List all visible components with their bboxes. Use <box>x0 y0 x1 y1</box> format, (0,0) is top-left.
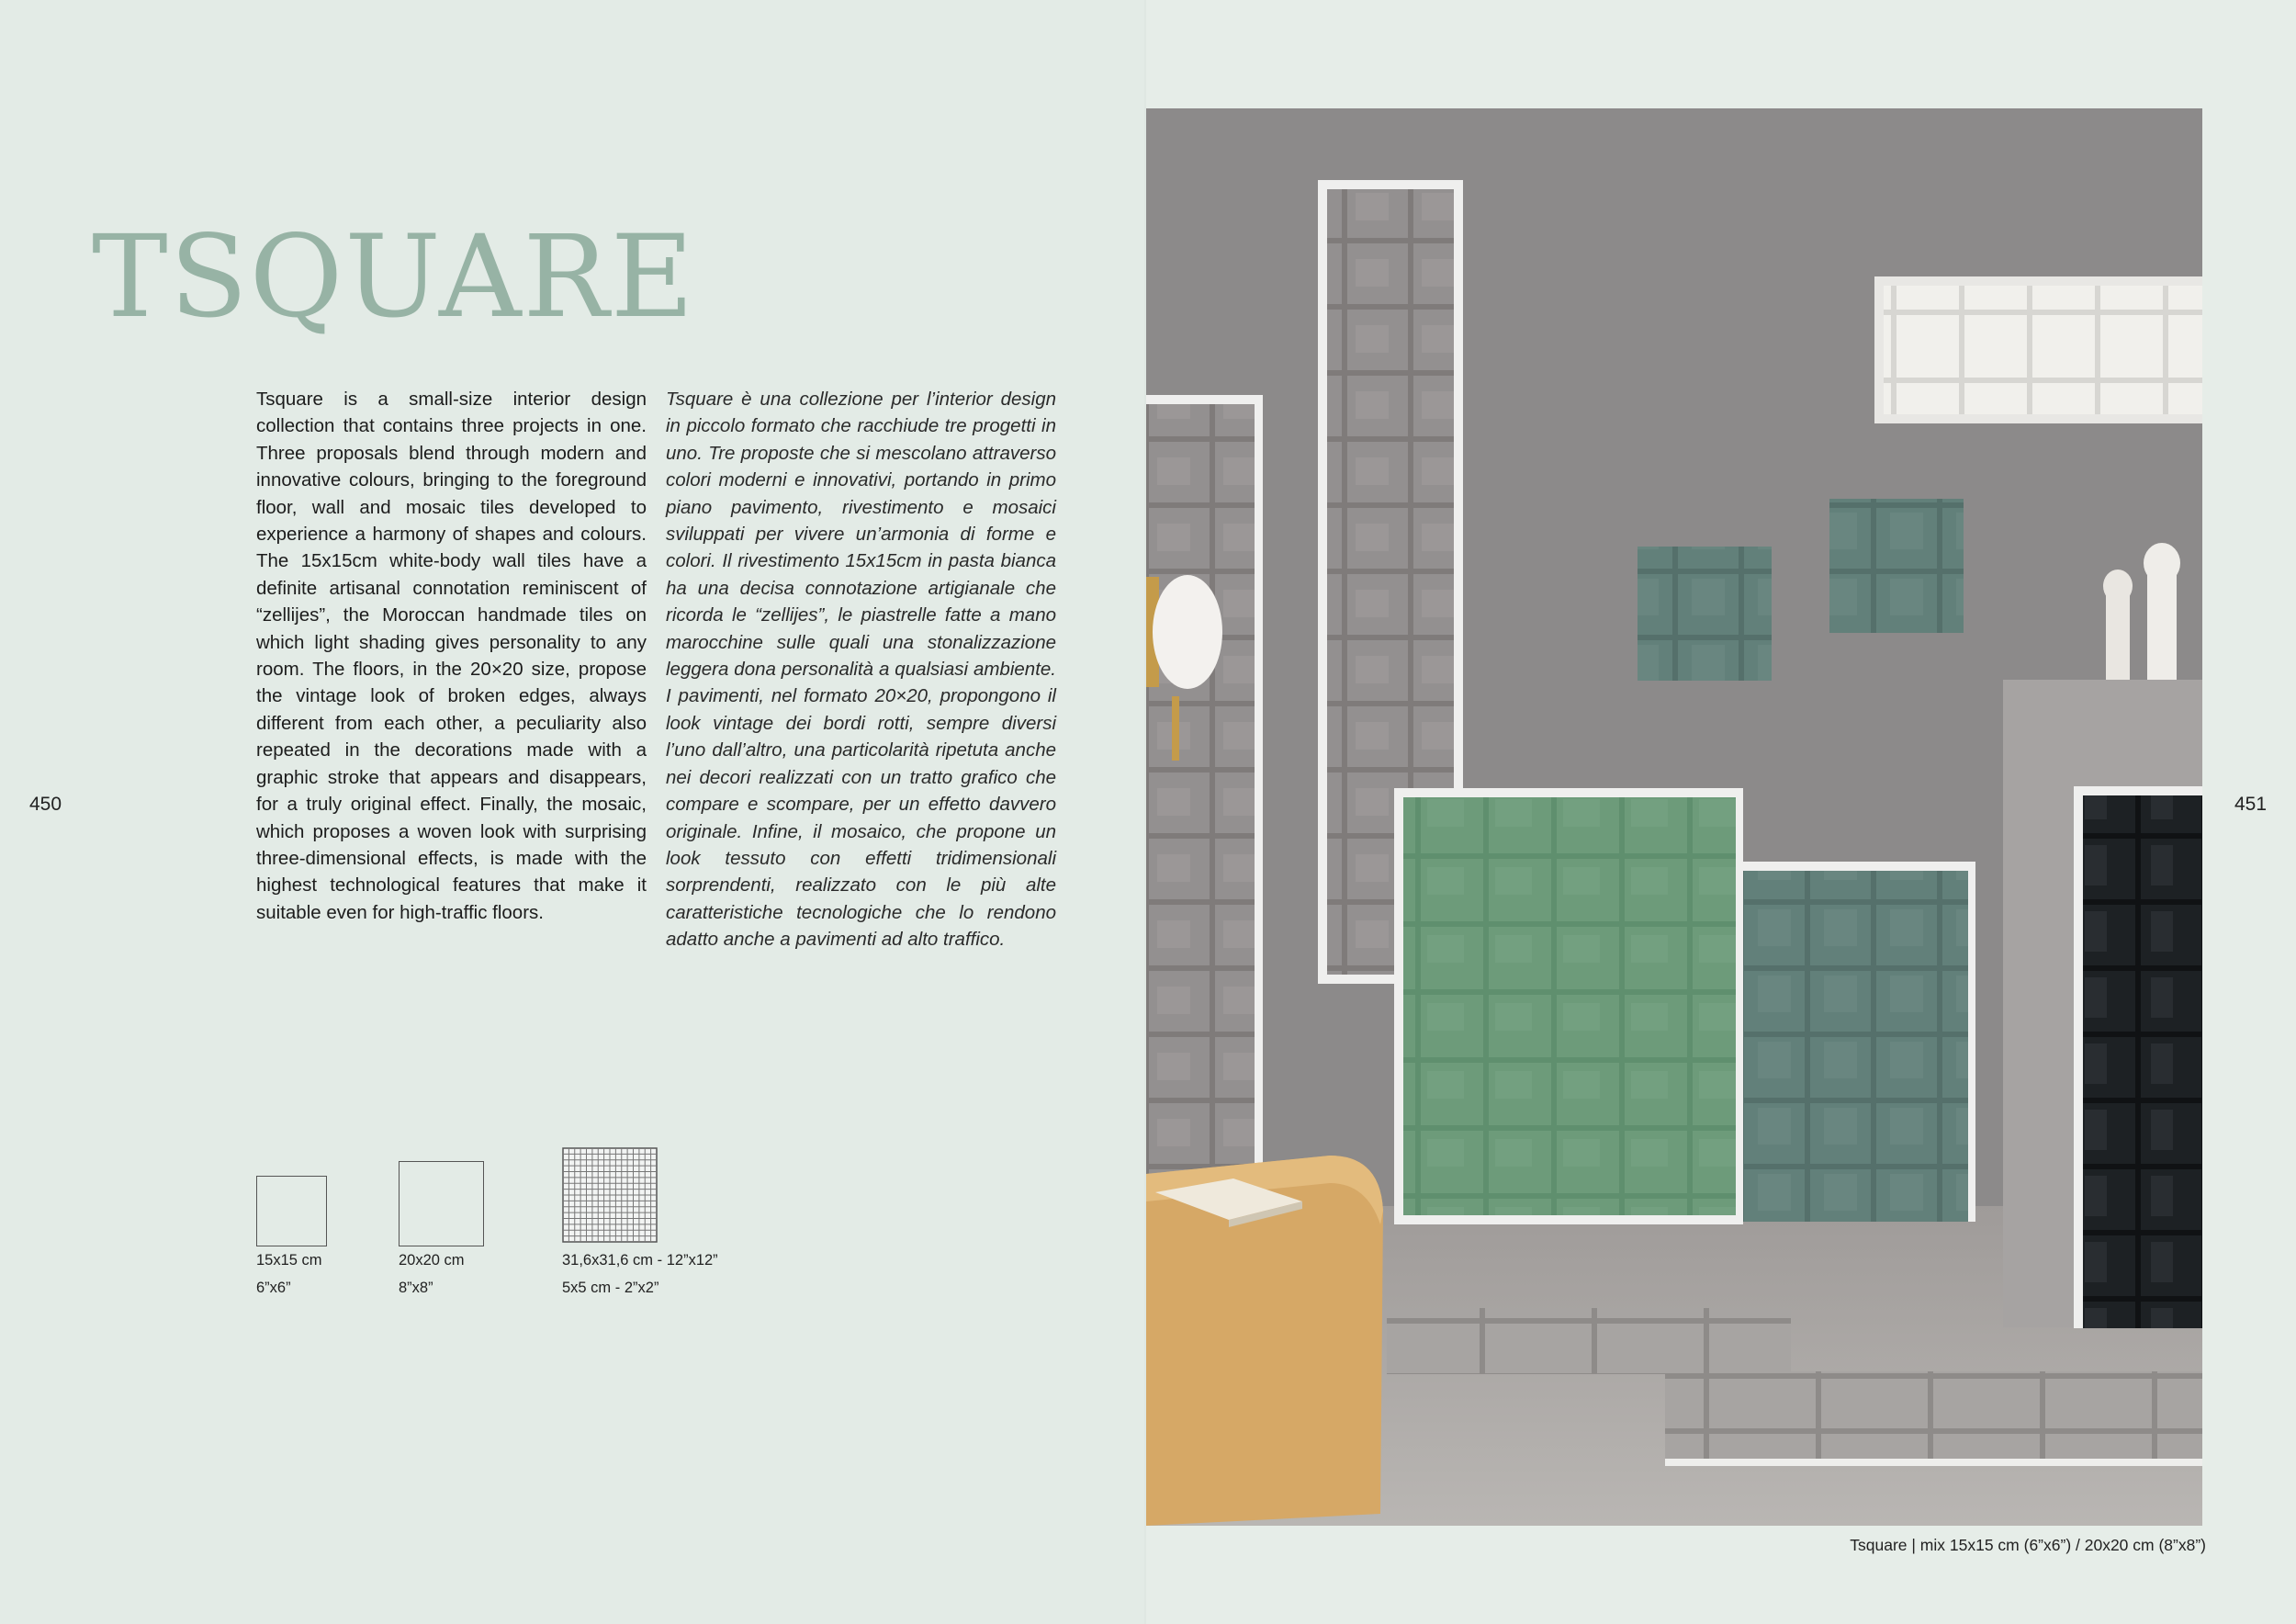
description-english: Tsquare is a small-size interior design collection that contains three projects in one. Three proposals blend through modern and innovative colours, bringing to the foreground floor, wall and mosaic tiles developed to experience a harmony of shapes and colours. The 15x15cm white-body wall tiles have a definite artisanal connotation reminiscent of “zellijes”, the Moroccan handmade tiles on which light shading gives personality to any room. The floors, in the 20×20 size, propose the vintage look of broken edges, always different from each other, a peculiarity also repeated in the decorations made with a graphic stroke that appears and disappears, for a truly original effect. Finally, the mosaic, which proposes a woven look with surprising three-dimensional effects, is made with the highest technological features that make it suitable even for high-traffic floors. <box>256 389 647 923</box>
collection-title: TSQUARE <box>92 211 696 344</box>
format-label-line2: 6”x6” <box>256 1280 291 1296</box>
mosaic-grid-icon <box>562 1147 658 1243</box>
format-square-small-icon <box>256 1176 327 1246</box>
page-number-left: 450 <box>29 794 62 815</box>
format-label-line1: 20x20 cm <box>399 1252 465 1269</box>
format-label-line1: 15x15 cm <box>256 1252 322 1269</box>
product-photo <box>1146 108 2202 1526</box>
format-label-line1: 31,6x31,6 cm - 12”x12” <box>562 1252 718 1269</box>
format-square-medium-icon <box>399 1161 484 1246</box>
format-label-line2: 5x5 cm - 2”x2” <box>562 1280 659 1296</box>
format-label-line2: 8”x8” <box>399 1280 433 1296</box>
photo-caption: Tsquare | mix 15x15 cm (6”x6”) / 20x20 cm (8”x8”) <box>1850 1536 2206 1554</box>
room-scene-illustration <box>1146 108 2202 1526</box>
page-number-right: 451 <box>2234 794 2268 815</box>
description-italian: Tsquare è una collezione per l’interior design in piccolo formato che racchiude tre progetti in uno. Tre proposte che si mescolano attraverso colori moderni e innovativi, portando in primo piano pavimento, rivestimento e mosaici sviluppati per vivere un’armonia di forme e colori. Il rivestimento 15x15cm in pasta bianca ha una decisa connotazione artigianale che ricorda le “zellijes”, le piastrelle fatte a mano marocchine sulle quali una stonalizzazione leggera dona personalità a qualsiasi ambiente. I pavimenti, nel formato 20×20, propongono il look vintage dei bordi rotti, sempre diversi l’uno dall’altro, una particolarità ripetuta anche nei decori realizzati con un tratto grafico che compare e scompare, per un effetto davvero originale. Infine, il mosaico, che propone un look tessuto con effetti tridimensionali sorprendenti, realizzato con le più alte caratteristiche tecnologiche che lo rendono adatto anche a pavimenti ad alto traffico. <box>666 389 1056 951</box>
